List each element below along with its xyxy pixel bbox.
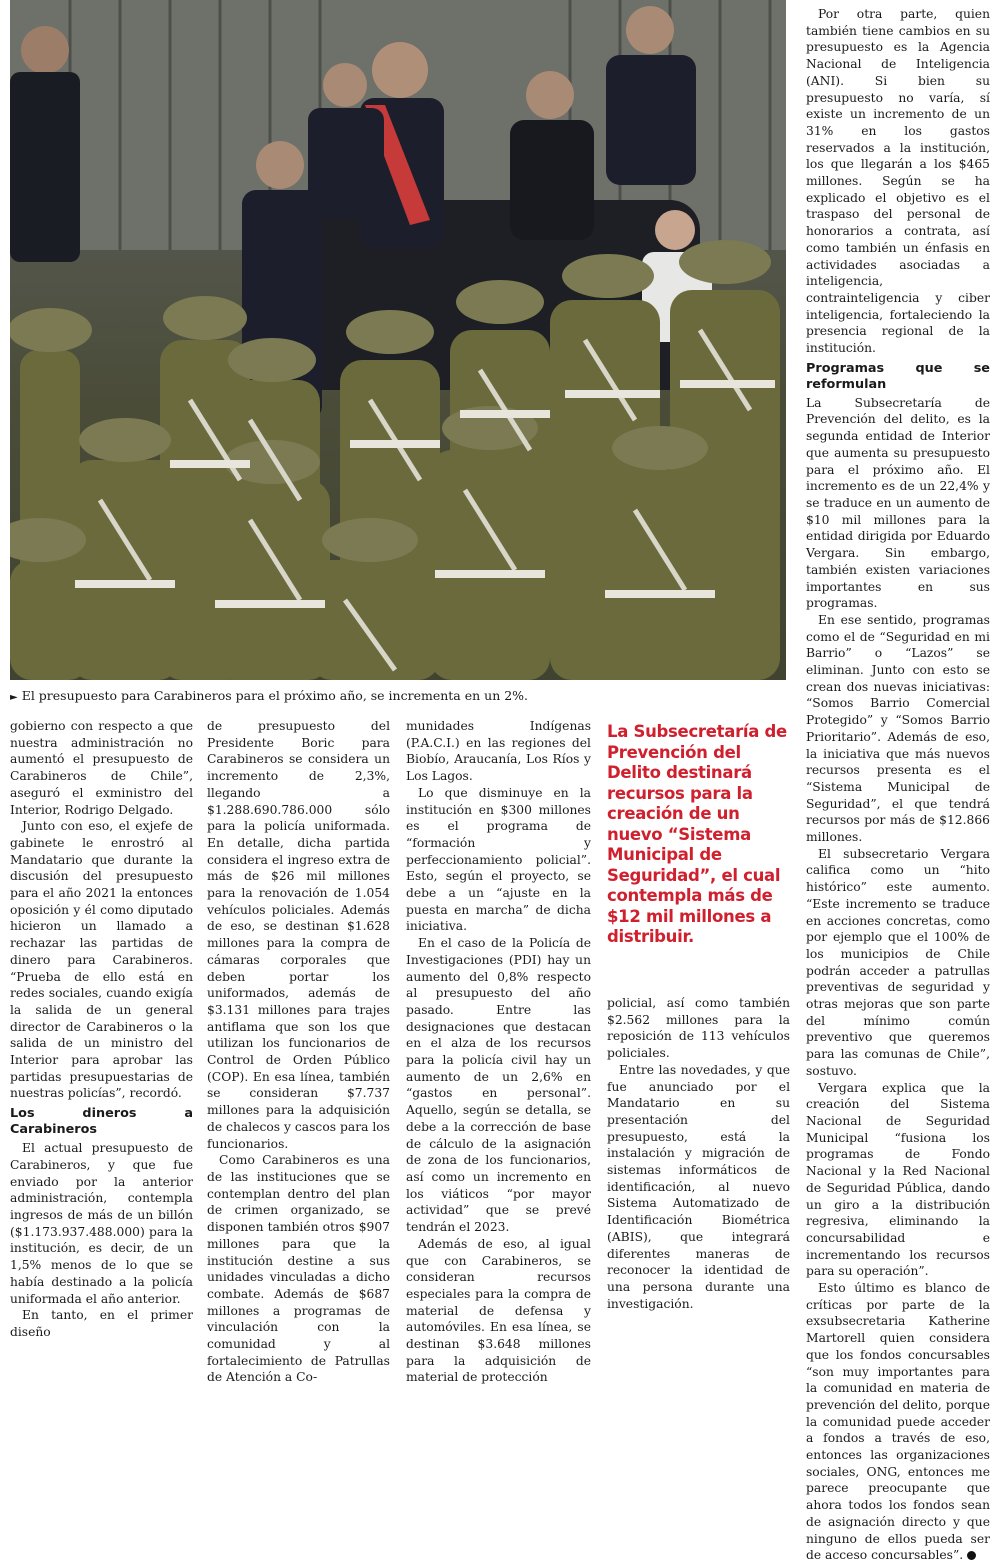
caption-text: El presupuesto para Carabineros para el próximo año, se incrementa en un 2%. bbox=[21, 688, 529, 703]
article-column-3 bbox=[406, 718, 591, 1386]
paragraph: Junto con eso, el exjefe de gabinete le enrostró al Mandatario que durante la discusión del presupuesto para el año 2021 la entonces oposición y él como diputado hicieron un llamado a rechazar las partidas de dinero para Carabineros. “Prueba de ello está en redes sociales, cuando exigía la salida de un general director de Carabineros o la salida de un ministro del Interior para aprobar las partidas presupuestarias de nuestras policías”, recordó. bbox=[10, 819, 193, 1101]
paragraph: policial, así como también $2.562 millones para la reposición de 113 vehículos policiales. bbox=[607, 996, 790, 1061]
article-column-4 bbox=[607, 995, 790, 1312]
section-heading: Los dineros a Carabineros bbox=[10, 1106, 193, 1138]
news-photo bbox=[10, 0, 786, 680]
paragraph: El actual presupuesto de Carabineros, y que fue enviado por la anterior administración, contempla ingresos de más de un billón ($1.173.937.488.000) para la institución, es decir, de un 1,5% menos de lo que se había destinado a la policía uniformada el año anterior. bbox=[10, 1141, 193, 1306]
caption-marker-icon: ► bbox=[10, 692, 18, 703]
paragraph: El subsecretario Vergara califica como un “hito histórico” este aumento. “Este incremento se traduce en acciones concretas, como por ejemplo que el 100% de los municipios de Chile podrán acceder a patrullas preventivas de seguridad y otras mejoras que son parte del mínimo común preventivo que queremos para las comunas de Chile”, sostuvo. bbox=[806, 846, 990, 1078]
article-column-5 bbox=[806, 6, 990, 1564]
paragraph: de presupuesto del Presidente Boric para Carabineros se considera un incremento de 2,3%, llegando a $1.288.690.786.000 sólo para la policía uniformada. En detalle, dicha partida considera el ingreso extra de más de $26 mil millones para la renovación de 1.054 vehículos policiales. Además de eso, se destinan $1.628 millones para la compra de cámaras corporales que deben portar los uniformados, además de $3.131 millones para trajes antiflama que son los que utilizan los funcionarios de Control de Orden Público (COP). En esa línea, también se consideran $7.737 millones para la adquisición de chalecos y cascos para los funcionarios. bbox=[207, 719, 390, 1151]
end-of-article-icon bbox=[967, 1551, 976, 1560]
paragraph: Vergara explica que la creación del Sistema Nacional de Seguridad Municipal “fusiona los programas de Fondo Nacional y la Red Nacional de Seguridad Pública, dando un giro a la distribución regresiva, eliminando la concursabilidad e incrementando los recursos para su operación”. bbox=[806, 1080, 990, 1279]
paragraph: En tanto, en el primer diseño bbox=[10, 1308, 193, 1339]
section-heading: Programas que se reformulan bbox=[806, 360, 990, 392]
paragraph: Como Carabineros es una de las instituciones que se contemplan dentro del plan de crimen organizado, se disponen también otros $907 millones para que la institución destine a sus unidades vinculadas a dicho combate. Además de $687 millones a programas de vinculación con la comunidad y al fortalecimiento de Patrullas de Atención a Co- bbox=[207, 1153, 390, 1385]
paragraph-text: Esto último es blanco de críticas por parte de la exsubsecretaria Katherine Martorell quien considera que los fondos concursables “son muy importantes para la comunidad en materia de prevención del delito, porque la comunidad puede acceder a fondos a través de eso, entonces las organizaciones sociales, ONG, entonces me parece preocupante que ahora todos los fondos sean de asignación directo y que ninguno de ellos pueda ser de acceso concursables”. bbox=[806, 1281, 990, 1563]
photo-caption bbox=[10, 688, 786, 706]
paragraph: Lo que disminuye en la institución en $300 millones es el programa de “formación y perfeccionamiento policial”. Esto, según el proyecto, se debe a un “ajuste en la puesta en marcha” de dicha iniciativa. bbox=[406, 785, 591, 934]
article-column-2 bbox=[207, 718, 390, 1386]
paragraph: munidades Indígenas (P.A.C.I.) en las regiones del Biobío, Araucanía, Los Ríos y Los Lagos. bbox=[406, 719, 591, 784]
paragraph: Entre las novedades, y que fue anunciado por el Mandatario en su presentación del presupuesto, está la instalación y migración de sistemas informáticos de identificación, al nuevo Sistema Automatizado de Identificación Biométrica (ABIS), que integrará diferentes maneras de reconocer la identidad de una persona durante una investigación. bbox=[607, 1062, 790, 1311]
article-column-1 bbox=[10, 718, 193, 1341]
paragraph: Por otra parte, quien también tiene cambios en su presupuesto es la Agencia Nacional de Inteligencia (ANI). Si bien su presupuesto no varía, sí existe un incremento de un 31% en los gastos reservados a la institución, los que llegarán a los $465 millones. Según se ha explicado el objetivo es el traspaso del personal de honorarios a contrata, así como también un énfasis en actividades asociadas a inteligencia, contrainteligencia y ciber inteligencia, fortaleciendo la presencia regional de la institución. bbox=[806, 7, 990, 356]
parade-photo-illustration bbox=[10, 0, 786, 680]
paragraph: En ese sentido, programas como el de “Seguridad en mi Barrio” o “Lazos” se eliminan. Junto con esto se crean dos nuevas iniciativas: “Somos Barrio Comercial Protegido” y “Somos Barrio Prioritario”. Además de eso, la iniciativa que más nuevos recursos presenta es el “Sistema Municipal de Seguridad”, el que tendrá recursos por más de $12.866 millones. bbox=[806, 612, 990, 845]
paragraph: Además de eso, al igual que con Carabineros, se consideran recursos especiales para la compra de material de defensa y automóviles. En esa línea, se destinan $3.648 millones para la adquisición de material de protección bbox=[406, 1236, 591, 1385]
paragraph bbox=[806, 1280, 990, 1564]
paragraph: En el caso de la Policía de Investigaciones (PDI) hay un aumento del 0,8% respecto al presupuesto del año pasado. Entre las designaciones que destacan en el alza de los recursos para la policía civil hay un aumento de un 2,6% en “gastos en personal”. Aquello, según se detalla, se debe a la corrección de base de cálculo de la asignación de zona de los funcionarios, así como un incremento en los viáticos “por mayor actividad” que se prevé tendrán el 2023. bbox=[406, 936, 591, 1235]
pull-quote: La Subsecretaría de Prevención del Delito destinará recursos para la creación de un nuevo “Sistema Municipal de Seguridad”, el cual contempla más de $12 mil millones a distribuir. bbox=[607, 722, 787, 946]
paragraph: gobierno con respecto a que nuestra administración no aumentó el presupuesto de Carabineros de Chile”, aseguró el exministro del Interior, Rodrigo Delgado. bbox=[10, 719, 193, 817]
paragraph: La Subsecretaría de Prevención del delito, es la segunda entidad de Interior que aumenta su presupuesto para el próximo año. El incremento es de un 22,4% y se traduce en un aumento de $10 mil millones para la entidad dirigida por Eduardo Vergara. Sin embargo, también existen variaciones importantes en sus programas. bbox=[806, 395, 990, 611]
